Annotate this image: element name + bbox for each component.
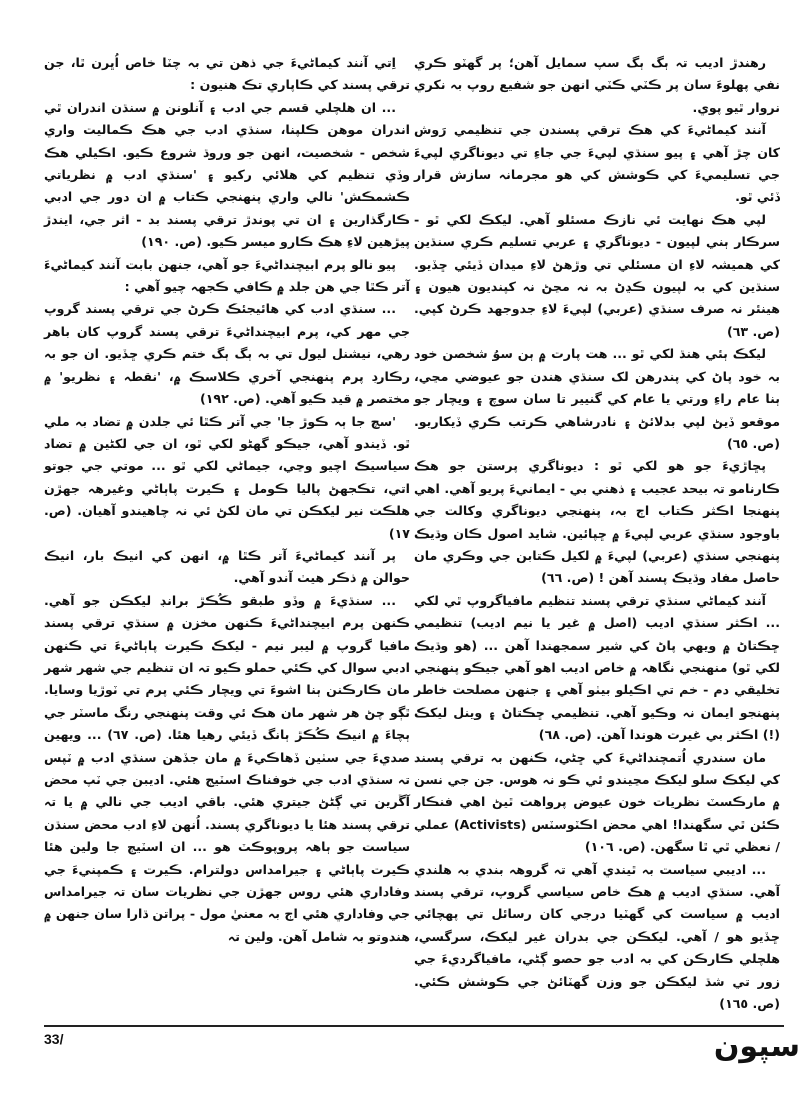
left-column [44,52,410,948]
magazine-logo: سپون [713,1029,800,1065]
paragraph: 'سچ جا ٻہ ڪوڙ جا' جي آتر ڪٿا ئي جلدن ۾ تضاد بہ ملي ٿو. ڏيندو آهي، جيڪو گهڻو لکي ٿو، ان جي لکڻين ۾ تضاد سياسيڪ اچيو وڃي، جيماڻي لکي ٿو ... موتي جي جوتو اتي، تڪجهڻ پاليا ڪومل ۽ ڪيرت پاٻاڻي وغيرهہ جهڙن هلڪت نير ليکڪن تي مان لکڻ ئي نہ چاهيندو آهيان. (ص. ١٧) [44,413,410,541]
page-number: 33/ [44,1031,64,1048]
paragraph: ... اديبي سياست بہ ٿيندي آهي تہ گروهہ بندي بہ هلندي آهي. سنڌي اديب ۾ هڪ خاص سياسي گروپ، ترقي پسند اديب ۾ سياست کي گهٽيا درجي کان رسائل تي پهچائي ڇڏيو هو / آهي. ليکڪن جي بدران غير ليکڪ، سرگسي، هلچلي ڪارڪن کي بہ ادب جو حصو ڳڻي، مافياگرديءَ جي زور تي شڌ ليکڪن جو وزن گهٽائڻ جي ڪوشش ڪئي. (ص. ١٦٥) [414,861,780,1012]
footer [44,1025,800,1077]
paragraph: آنند کيماڻيءَ کي هڪ ترقي پسندن جي تنظيمي رَوش کان چڙ آهي ۽ پيو سنڌي لپيءَ جي جاءِ تي ديوناگري لپيءَ جي تسليميءَ کي ڪوشش کي هو مجرمانہ سازش قرار ڏئي ٿو. [414,122,780,205]
paragraph: رهندڙ اديب تہ ٻگ ٻگ سپ سمايل آهن؛ پر گهٽو ڪري نفي پهلوءَ سان پر ڪٽي ڪٽي انهن جو شفيع روپ بہ نکري نروار ٿيو پوي. [414,55,780,115]
columns [44,52,780,1015]
paragraph: ليکڪ ٻئي هنڌ لکي ٿو ... هت پارت ۾ ٻن سوُ شخصن خود بہ خود پاڻ کي پندرهن لک سنڌي هندن جو عيوضي مڃي، ٻنا عام راءِ ورتي يا عام کي گنيير تا سان سوچ ۽ ويچار جو موقعو ڏيڻ لپي بدلائڻ ۽ نادرشاهي ڪرتب ڪري ڏيکاريو. (ص. ٦٥) [414,346,780,451]
paragraph: پڇاڙيءَ جو هو لکي ٿو : ديوناگري پرستن جو هڪ ڪارنامو تہ بيحد عجيب ۽ ذهني بي - ايمانيءَ پريو آهي. اهي پنهنجا اڪثر ڪتاب اڄ بہ، پنهنجي ديوناگري وکالت جي باوجود سنڌي عربي لپيءَ ۾ ڇپائين. شايد اصول ڪان وڌيڪ پنهنجي سنڌي (عربي) لپيءَ ۾ لکيل ڪتابن جي وڪري مان حاصل مفاد وڌيڪ پسند آهن ! (ص. ٦٦) [414,458,780,586]
paragraph: آنند کيماڻي سنڌي ترقي پسند تنظيم مافياگروپ ٿي لکي ... اڪثر سنڌي اديب (اصل ۾ غير يا نيم اديب) تنظيمي ڇڪتاڻ ۾ ويهي پاڻ کي شير سمجهندا آهن ... (هو وڌيڪ لکي ٿو) منهنجي نگاهہ ۾ خاص اديب اهو آهي جيڪو پنهنجي تخليقي دم - خم تي اڪيلو بيٺو آهي ۽ جنهن مصلحت خاطر پنهنجو ايمان نہ وڪيو آهي. تنظيمي ڇڪتاڻ ۽ وينل ليکڪ (!) اڪثر بي غيرت هوندا آهن. (ص. ٦٨) [414,592,780,743]
paragraph: ... سنڌيءَ ۾ وڏو طبقو ڪُڪڙ برانڊ ليکڪن جو آهي. ڪنهن پرم ابيچنداڻيءَ ڪنهن مخزن ۾ سنڌي ترقي پسند مافيا گروپ ۾ ليبر نيم - ليکڪ ڪيرت پاٻاڻيءَ تي ڪنهن ادبي سوال کي ڪئي حملو ڪيو تہ ان تنظيم جي شهر شهر مان ڪارڪنن ٻنا اشوءَ تي ويچار ڪئي پرم تي ٽوڙيا وسايا. ٿڳو چڻ هر شهر مان هڪ ئي وقت پنهنجي رنگ ماسٽر جي ٻچاءَ ۾ انيڪ ڪُڪڙ ٻانگ ڏيئي رهيا هئا. (ص. ٦٧) ... ويهين صديءَ جي سٺين ڏهاڪيءَ ۾ مان جڏهن سنڌي ادب ۾ ٽپس تہ سنڌي ادب جي خوفناڪ اسٽيج هئي. اديبن جي ٽپ محض آڱرين تي ڳڻڻ جيتري هئي. باقي اديب جي نالي ۾ يا تہ ترقي پسند هئا يا ديوناگري پسند. اُنهن لاءِ ادب محض سنڌن سياست جو ٻاهہ پروپوڪٽ هو ... ان اسٽيڄ جا ولين هئا ڪيرت پاٻاڻي ۽ جيرامداس دولترام. ڪيرت ۽ ڪمپنيءَ جي وفاداري هئي روس جهڙن جي نظريات سان تہ جيرامداس جي وفاداري هئي اڄ بہ معنيٰ مول - پراتن ڌارا سان جنهن ۾ هندوتو بہ شامل آهن. ولين تہ [44,592,410,944]
paragraph: لپي هڪ نهايت ئي نازڪ مسئلو آهي. ليکڪ لکي ٿو - سرڪار ٻني لپيون - ديوناگري ۽ عربي تسليم ڪري سنڌين کي هميشہ لاءِ ان مسئلي تي وڙهڻ لاءِ ميدان ڏيئي ڇڏيو. سنڌين کي بہ لپيون ڪڍڻ بہ نہ مڃڻ نہ کپنديون هيون ۽ هينئر نہ صرف سنڌي (عربي) لپيءَ لاءِ جدوجهد ڪرڻ کپي. (ص. ٦٣) [414,211,780,339]
paragraph: مان سندري اُتمچنداڻيءَ کي ڇڻي، ڪنهن بہ ترقي پسند کي ليکڪ سلو ليکڪ مڃيندو ئي ڪو نہ هوس. جن جي نسن ۾ مارڪسٽ نظريات خون عيوض پرواهت ٿيڻ اهي فنڪار ڪئن ٿي سگهندا! اهي محض اڪٽوسٽس (Activists) عملي / نعظي ٿي ٿا سگهن. (ص. ١٠٦) [414,749,780,855]
paragraph: پيو نالو پرم ابيچنداڻيءَ جو آهي، جنهن بابت آنند کيماڻيءَ آتر ڪٿا جي هن جلد ۾ ڪافي ڪجهہ چيو آهي : [44,256,410,295]
paragraph: ... ان هلچلي قسم جي ادب ۽ آنلونن ۾ سنڌن اندران ٿي اندران موهن ڪلپنا، سنڌي ادب جي هڪ ڪماليت واري شخص - شخصيت، انهن جو وروڌ شروع ڪيو. اڪيلي هڪ وڏي تنظيم کي هلائي رکيو ۽ 'سنڌي ادب ۾ نظرياتي ڪشمڪش' نالي واري پنهنجي ڪتاب ۾ ان دور جي ادبي ڪارگذارين ۽ ان تي پوندڙ ترقي پسند بد - اثر جي، ايندڙ پيڙهين لاءِ هڪ ڪارو ميسر ڪيو. (ص. ١٩٠) [44,99,410,250]
paragraph: ... سنڌي ادب کي هائيجئڪ ڪرڻ جي ترقي پسند گروپ جي مهر کي، پرم ابيچنداڻيءَ ترقي پسند گروپ کان باهر رهي، نيشنل ليول تي بہ ٻگ ٻگ ختم ڪري ڇڏيو. ان جو بہ رڪارڊ پرم پنهنجي آخري ڪلاسڪ ۾، 'نقطہ ۽ نظريو' ۾ مختصر ۾ قيد ڪيو آهي. (ص. ١٩٢) [44,301,410,407]
paragraph: اِتي آنند کيماڻيءَ جي ذهن تي بہ چٽا خاص اُڀرن ٿا، جن ترقي پسند کي ڪاپاري تڪ هنيون : [44,55,410,93]
paragraph: پر آنند کيماڻيءَ آتر ڪٿا ۾، انهن کي انيڪ بار، انيڪ حوالن ۾ ذڪر هيٺ آندو آهي. [44,547,410,586]
right-column [414,52,780,1015]
